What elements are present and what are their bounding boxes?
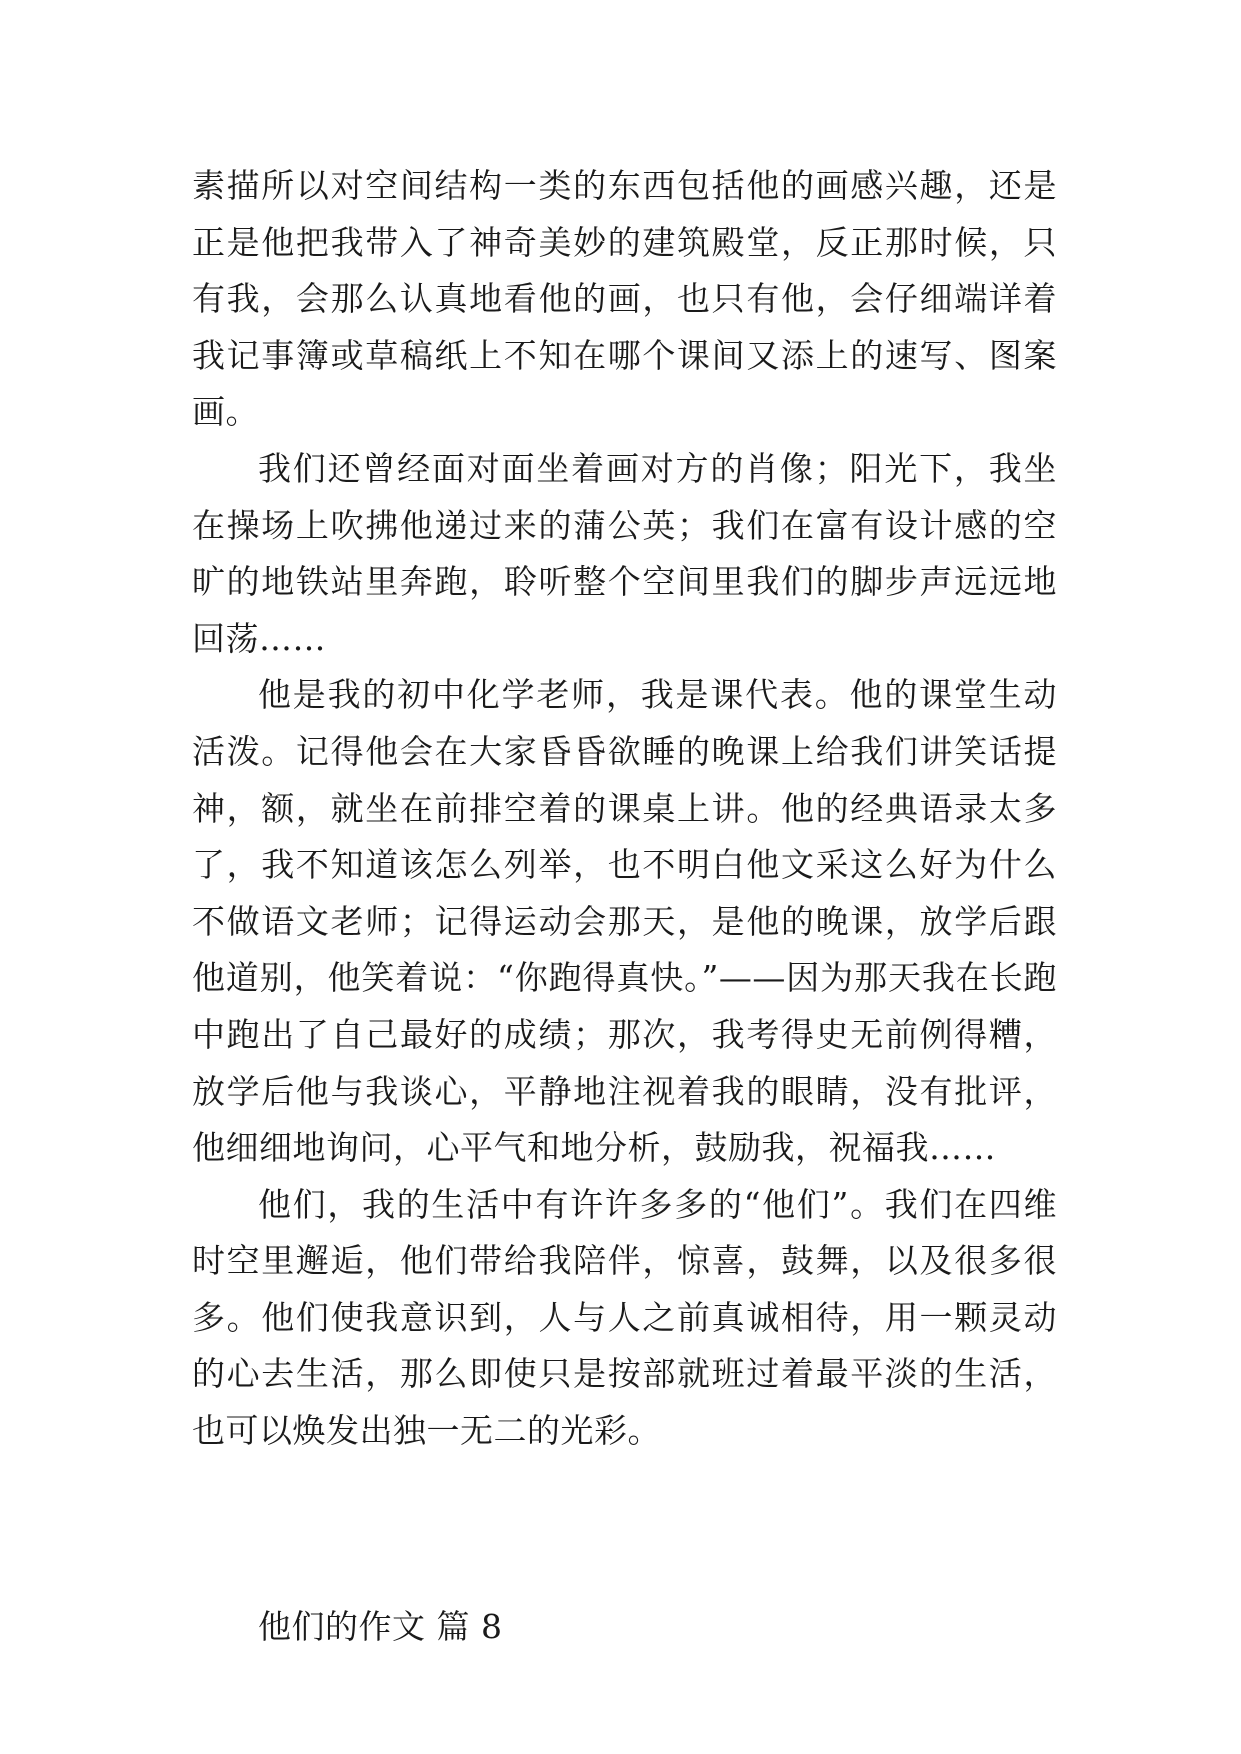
paragraph-2: 我们还曾经面对面坐着画对方的肖像；阳光下，我坐在操场上吹拂他递过来的蒲公英；我们在富有设计感的空旷的地铁站里奔跑，聆听整个空间里我们的脚步声远远地回荡…… xyxy=(192,448,1057,658)
paragraph-3: 他是我的初中化学老师，我是课代表。他的课堂生动活泼。记得他会在大家昏昏欲睡的晚课上给我们讲笑话提神，额，就坐在前排空着的课桌上讲。他的经典语录太多了，我不知道该怎么列举，也不明白他文采这么好为什么不做语文老师；记得运动会那天，是他的晚课，放学后跟他道别，他笑着说：“你跑得真快。”——因为那天我在长跑中跑出了自己最好的成绩；那次，我考得史无前例得糟，放学后他与我谈心，平静地注视着我的眼睛，没有批评，他细细地询问，心平气和地分析，鼓励我，祝福我…… xyxy=(192,675,1057,1168)
section-heading: 他们的作文 篇 8 xyxy=(258,1607,503,1646)
paragraph-1: 素描所以对空间结构一类的东西包括他的画感兴趣，还是正是他把我带入了神奇美妙的建筑殿堂，反正那时候，只有我，会那么认真地看他的画，也只有他，会仔细端详着我记事簿或草稿纸上不知在哪个课间又添上的速写、图案画。 xyxy=(192,166,1057,432)
paragraph-4: 他们，我的生活中有许许多多的“他们”。我们在四维时空里邂逅，他们带给我陪伴，惊喜，鼓舞，以及很多很多。他们使我意识到，人与人之前真诚相待，用一颗灵动的心去生活，那么即使只是按部就班过着最平淡的生活，也可以焕发出独一无二的光彩。 xyxy=(192,1184,1057,1451)
document-body xyxy=(192,158,1057,1460)
